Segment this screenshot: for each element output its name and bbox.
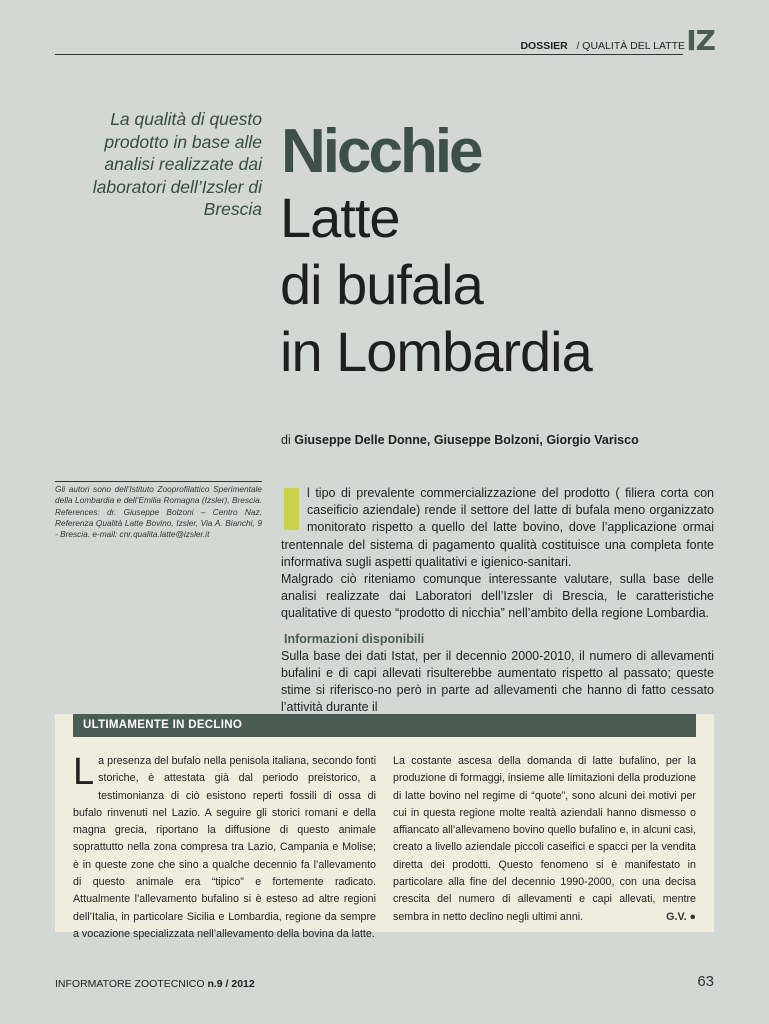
title-line-3: in Lombardia (280, 320, 592, 383)
section-label: DOSSIER (520, 40, 568, 52)
izsler-logo: IZ (686, 24, 715, 57)
header-rule (55, 54, 683, 55)
paragraph-2: Malgrado ciò riteniamo comunque interessante valutare, sulla base delle analisi realizzate dai Laboratori dell’Izsler di Brescia, le caratteristiche qualitative di questo “prodotto di nicchia” nell’ambito della regione Lombardia. (281, 572, 714, 621)
footer (55, 978, 255, 990)
author-note: Gli autori sono dell’Istituto Zooprofilattico Sperimentale della Lombardia e dell’Emilia Romagna (Izsler), Brescia. References: dr. Giuseppe Bolzoni – Centro Naz. Referenza Qualità Latte Bovino, Izsler, Via A. Bianchi, 9 - Brescia. e-mail: cnr.qualita.latte@izsler.it (55, 484, 262, 540)
magazine-name: INFORMATORE ZOOTECNICO (55, 978, 205, 990)
issue-number: n.9 / 2012 (207, 978, 255, 990)
byline-authors: Giuseppe Delle Donne, Giuseppe Bolzoni, Giorgio Varisco (294, 433, 639, 447)
drop-cap-bar (284, 488, 299, 530)
paragraph-1: l tipo di prevalente commercializzazione del prodotto ( filiera corta con caseificio aziendale) rende il settore del latte di bufala meno organizzato monitorato rispetto a quello del latte bovino, dove l’applicazione ormai trentennale del sistema di pagamento qualità costituisce una completa fonte informativa sugli aspetti qualitativi e igienico-sanitari. (281, 486, 714, 569)
subheading: Informazioni disponibili (284, 631, 425, 646)
article-title-sub (280, 184, 592, 385)
byline (281, 433, 639, 447)
note-rule (55, 481, 262, 482)
page-number: 63 (697, 973, 714, 990)
article-body (281, 485, 714, 717)
title-line-1: Latte (280, 186, 400, 249)
paragraph-3: Sulla base dei dati Istat, per il decennio 2000-2010, il numero di allevamenti bufalini e di capi allevati risulterebbe aumentato rispetto al passato; queste stime si riferisco-no però in parte ad allevamenti che hanno di fatto cessato l’attività durante il (281, 648, 714, 715)
article-title-main: Nicchie (281, 117, 481, 186)
sidebar-column-1: La presenza del bufalo nella penisola italiana, secondo fonti storiche, è attestata già dal periodo preistorico, a testimonianza di ciò esistono reperti fossili di ossa di bufalo rinvenuti nel Lazio. A seguire gli storici romani e della magna grecia, riportano la diffusione di questo animale soprattutto nella zona compresa tra Lazio, Campania e Molise; è in queste zone che sino a qualche decennio fa l’allevamento di questo animale era “tipico” e fortemente radicato. Attualmente l’allevamento bufalino si è esteso ad altre regioni dell’Italia, in particolare Sicilia e Lombardia, regione da sempre a vocazione specializzata nell’allevamento della bovina da latte. (73, 751, 376, 940)
section-header (520, 40, 685, 52)
sidebar-column-2: La costante ascesa della domanda di latte bufalino, per la produzione di formaggi, insieme alle limitazioni della produzione di latte bovino nel regime di “quote”, sono alcuni dei motivi per cui in questa regione molte realtà aziendali hanno dismesso o affiancato all’allevameno bovino quello bufalino e, in alcuni casi, creato a livello aziendale piccoli caseifici e spacci per la vendita diretta dei prodotti. Questo fenomeno si è manifestato in particolare alla fine del decennio 1990-2000, con una decisa crescita del numero di allevamenti e capi allevati, mentre sembra in netto declino negli ultimi anni. G.V. ● (393, 753, 696, 926)
drop-cap: L (73, 751, 95, 793)
topic-label: / QUALITÀ DEL LATTE (576, 40, 685, 52)
signature: G.V. ● (666, 910, 696, 923)
title-line-2: di bufala (280, 253, 483, 316)
article-kicker: La qualità di questo prodotto in base alle analisi realizzate dai laboratori dell’Izsler di Brescia (92, 109, 262, 219)
sidebar-heading: ULTIMAMENTE IN DECLINO (73, 714, 696, 737)
byline-prefix: di (281, 433, 291, 447)
